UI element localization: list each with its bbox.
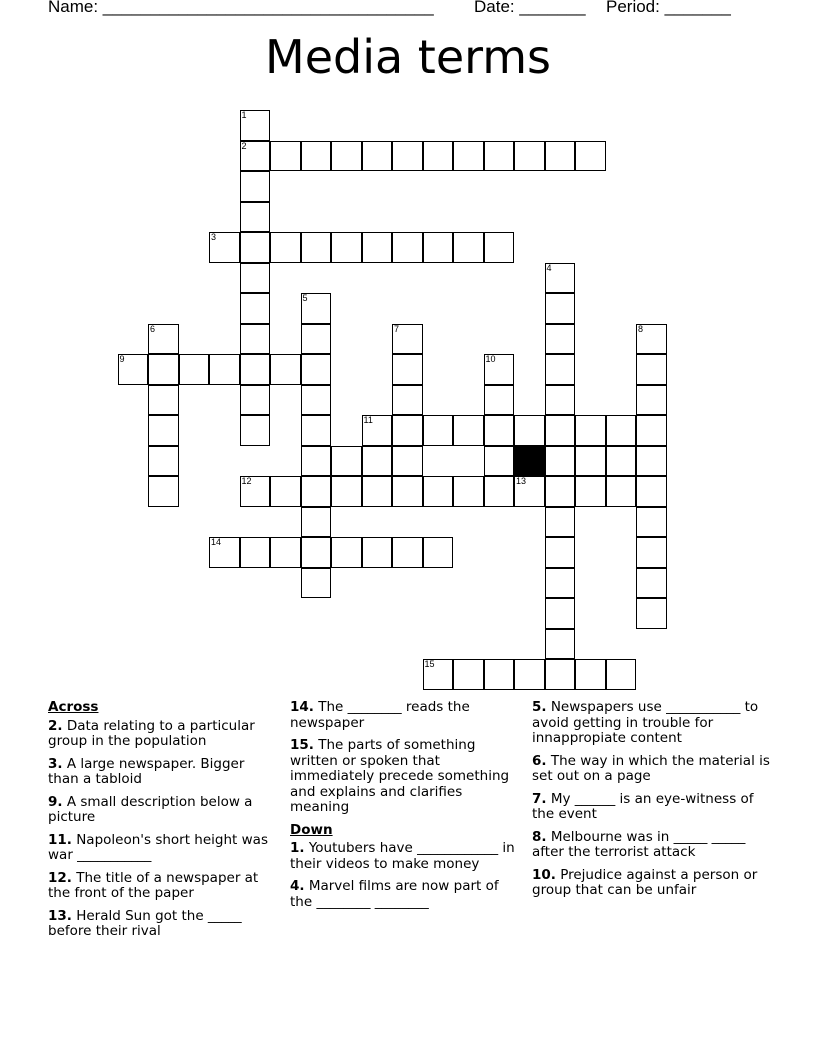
answer-cell[interactable] (575, 446, 606, 477)
clue-number: 6 (150, 323, 156, 334)
answer-cell[interactable] (545, 263, 576, 294)
answer-cell[interactable] (392, 141, 423, 172)
across-heading: Across (48, 699, 99, 715)
puzzle-title: Media terms (265, 30, 551, 84)
answer-cell[interactable] (545, 568, 576, 599)
answer-cell[interactable] (301, 446, 332, 477)
black-square (514, 446, 545, 477)
answer-cell[interactable] (423, 415, 454, 446)
answer-cell[interactable] (514, 659, 545, 690)
answer-cell[interactable] (636, 385, 667, 416)
answer-cell[interactable] (484, 415, 515, 446)
answer-cell[interactable] (545, 507, 576, 538)
clue-text: The way in which the material is set out on a page (532, 752, 770, 784)
answer-cell[interactable] (179, 354, 210, 385)
clue-number: 3 (211, 232, 217, 242)
answer-cell[interactable] (575, 659, 606, 690)
across-clue-list (48, 719, 273, 940)
answer-cell[interactable] (636, 446, 667, 477)
answer-cell[interactable] (240, 385, 271, 416)
answer-cell[interactable] (362, 476, 393, 507)
clue-number-label: 1. (290, 840, 305, 856)
answer-cell[interactable] (545, 354, 576, 385)
name-field-label: Name: ___________________________________ (48, 0, 434, 16)
clue-number-label: 5. (532, 699, 547, 715)
clue-column-2 (290, 700, 522, 917)
answer-cell[interactable] (545, 537, 576, 568)
answer-cell[interactable] (240, 293, 271, 324)
date-field-label: Date: _______ (474, 0, 586, 16)
answer-cell[interactable] (240, 324, 271, 355)
answer-cell[interactable] (362, 537, 393, 568)
answer-cell[interactable] (301, 537, 332, 568)
answer-cell[interactable] (392, 354, 423, 385)
answer-cell[interactable] (545, 415, 576, 446)
answer-cell[interactable] (545, 385, 576, 416)
answer-cell[interactable] (636, 354, 667, 385)
answer-cell[interactable] (545, 476, 576, 507)
answer-cell[interactable] (453, 415, 484, 446)
clue-number: 12 (241, 476, 252, 486)
answer-cell[interactable] (514, 415, 545, 446)
answer-cell[interactable] (453, 476, 484, 507)
answer-cell[interactable] (484, 476, 515, 507)
clue-text: My ______ is an eye-witness of the event (532, 790, 754, 822)
answer-cell[interactable] (362, 446, 393, 477)
answer-cell[interactable] (240, 263, 271, 294)
answer-cell[interactable] (636, 415, 667, 446)
clue-number-label: 3. (48, 755, 63, 772)
answer-cell[interactable] (270, 537, 301, 568)
answer-cell[interactable] (606, 446, 637, 477)
answer-cell[interactable] (392, 415, 423, 446)
answer-cell[interactable] (301, 141, 332, 172)
clue-text: A small description below a picture (48, 793, 253, 825)
clue-number-label: 11. (48, 831, 72, 848)
clue-text: A large newspaper. Bigger than a tabloid (48, 755, 245, 787)
answer-cell[interactable] (148, 446, 179, 477)
answer-cell[interactable] (240, 232, 271, 263)
down-clue (290, 841, 522, 872)
across-clue (48, 757, 273, 788)
clue-number-label: 13. (48, 907, 72, 924)
answer-cell[interactable] (270, 354, 301, 385)
clue-number-label: 15. (290, 737, 314, 753)
answer-cell[interactable] (545, 293, 576, 324)
answer-cell[interactable] (331, 446, 362, 477)
clue-number-label: 12. (48, 869, 72, 886)
answer-cell[interactable] (636, 537, 667, 568)
answer-cell[interactable] (392, 232, 423, 263)
clue-number: 4 (546, 262, 552, 273)
answer-cell[interactable] (392, 385, 423, 416)
answer-cell[interactable] (240, 476, 271, 507)
clue-number: 1 (241, 110, 247, 120)
answer-cell[interactable] (240, 415, 271, 446)
clue-number: 7 (394, 323, 400, 334)
answer-cell[interactable] (545, 629, 576, 660)
clue-number: 10 (485, 354, 496, 364)
down-clue (532, 868, 772, 899)
clue-number-label: 7. (532, 790, 547, 807)
down-clue (532, 700, 772, 747)
clue-text: Newspapers use ___________ to avoid getting in trouble for innappropiate content (532, 699, 759, 746)
across-clue (48, 871, 273, 902)
answer-cell[interactable] (209, 232, 240, 263)
answer-cell[interactable] (148, 354, 179, 385)
clue-number-label: 14. (290, 699, 314, 715)
answer-cell[interactable] (270, 141, 301, 172)
answer-cell[interactable] (575, 141, 606, 172)
answer-cell[interactable] (240, 110, 271, 141)
answer-cell[interactable] (331, 232, 362, 263)
down-heading: Down (290, 821, 333, 838)
answer-cell[interactable] (148, 385, 179, 416)
answer-cell[interactable] (301, 385, 332, 416)
answer-cell[interactable] (209, 537, 240, 568)
down-clue (532, 754, 772, 785)
answer-cell[interactable] (484, 354, 515, 385)
clue-text: Data relating to a particular group in the population (48, 717, 255, 749)
clue-number: 9 (119, 354, 125, 364)
clue-number-label: 8. (532, 828, 547, 845)
down-clue-list (290, 841, 522, 910)
answer-cell[interactable] (301, 507, 332, 538)
answer-cell[interactable] (514, 141, 545, 172)
answer-cell[interactable] (301, 232, 332, 263)
answer-cell[interactable] (331, 476, 362, 507)
answer-cell[interactable] (301, 415, 332, 446)
answer-cell[interactable] (148, 415, 179, 446)
clue-text: Herald Sun got the _____ before their rival (48, 907, 242, 939)
answer-cell[interactable] (423, 476, 454, 507)
answer-cell[interactable] (484, 446, 515, 477)
answer-cell[interactable] (392, 446, 423, 477)
clue-column-1 (48, 700, 273, 947)
answer-cell[interactable] (240, 354, 271, 385)
across-clue (48, 909, 273, 940)
answer-cell[interactable] (575, 415, 606, 446)
clue-number-label: 6. (532, 752, 547, 769)
clue-number-label: 4. (290, 878, 305, 894)
answer-cell[interactable] (301, 476, 332, 507)
answer-cell[interactable] (301, 324, 332, 355)
answer-cell[interactable] (636, 324, 667, 355)
answer-cell[interactable] (270, 476, 301, 507)
clue-text: Marvel films are now part of the ________ ________ (290, 878, 499, 910)
answer-cell[interactable] (392, 537, 423, 568)
down-clue-list-continued (532, 700, 772, 899)
answer-cell[interactable] (301, 568, 332, 599)
across-clue-list-continued (290, 700, 522, 816)
answer-cell[interactable] (453, 659, 484, 690)
across-clue (48, 795, 273, 826)
across-clue (290, 700, 522, 731)
answer-cell[interactable] (423, 141, 454, 172)
answer-cell[interactable] (636, 568, 667, 599)
answer-cell[interactable] (423, 537, 454, 568)
answer-cell[interactable] (636, 598, 667, 629)
answer-cell[interactable] (514, 476, 545, 507)
answer-cell[interactable] (240, 141, 271, 172)
answer-cell[interactable] (270, 232, 301, 263)
clue-number-label: 2. (48, 717, 63, 734)
clue-number-label: 10. (532, 866, 556, 883)
answer-cell[interactable] (453, 232, 484, 263)
answer-cell[interactable] (362, 415, 393, 446)
answer-cell[interactable] (331, 537, 362, 568)
answer-cell[interactable] (392, 476, 423, 507)
across-clue (48, 719, 273, 750)
clue-text: The parts of something written or spoken that immediately precede something and explains and clarifies meaning (290, 737, 510, 815)
clue-column-3 (532, 700, 772, 906)
answer-cell[interactable] (545, 659, 576, 690)
answer-cell[interactable] (362, 141, 393, 172)
answer-cell[interactable] (148, 476, 179, 507)
clue-number-label: 9. (48, 793, 63, 810)
down-clue (290, 879, 522, 910)
clue-number: 14 (211, 537, 222, 547)
clue-text: Melbourne was in _____ _____ after the terrorist attack (532, 828, 746, 860)
clue-number: 8 (638, 323, 644, 334)
answer-cell[interactable] (545, 446, 576, 477)
answer-cell[interactable] (484, 385, 515, 416)
down-clue (532, 830, 772, 861)
answer-cell[interactable] (453, 141, 484, 172)
answer-cell[interactable] (606, 415, 637, 446)
answer-cell[interactable] (606, 659, 637, 690)
clue-text: Youtubers have ____________ in their videos to make money (290, 840, 515, 872)
clue-number: 13 (516, 476, 527, 486)
answer-cell[interactable] (606, 476, 637, 507)
answer-cell[interactable] (301, 354, 332, 385)
answer-cell[interactable] (240, 171, 271, 202)
across-clue (48, 833, 273, 864)
answer-cell[interactable] (423, 232, 454, 263)
period-field-label: Period: _______ (606, 0, 731, 16)
clue-number: 11 (363, 415, 373, 425)
clue-number: 2 (241, 140, 247, 151)
answer-cell[interactable] (301, 293, 332, 324)
answer-cell[interactable] (240, 537, 271, 568)
answer-cell[interactable] (636, 507, 667, 538)
clue-number: 15 (424, 659, 435, 669)
answer-cell[interactable] (484, 141, 515, 172)
answer-cell[interactable] (423, 659, 454, 690)
answer-cell[interactable] (362, 232, 393, 263)
answer-cell[interactable] (545, 141, 576, 172)
answer-cell[interactable] (484, 659, 515, 690)
answer-cell[interactable] (240, 202, 271, 233)
clue-text: Prejudice against a person or group that can be unfair (532, 866, 758, 898)
down-clue (532, 792, 772, 823)
answer-cell[interactable] (575, 476, 606, 507)
across-clue (290, 738, 522, 816)
answer-cell[interactable] (118, 354, 149, 385)
answer-cell[interactable] (209, 354, 240, 385)
clue-text: Napoleon's short height was war ___________ (48, 831, 268, 863)
answer-cell[interactable] (484, 232, 515, 263)
clue-text: The title of a newspaper at the front of the paper (48, 869, 259, 901)
answer-cell[interactable] (636, 476, 667, 507)
answer-cell[interactable] (545, 598, 576, 629)
answer-cell[interactable] (331, 141, 362, 172)
clue-text: The ________ reads the newspaper (290, 699, 470, 731)
answer-cell[interactable] (545, 324, 576, 355)
answer-cell[interactable] (392, 324, 423, 355)
clue-number: 5 (302, 293, 308, 303)
answer-cell[interactable] (148, 324, 179, 355)
